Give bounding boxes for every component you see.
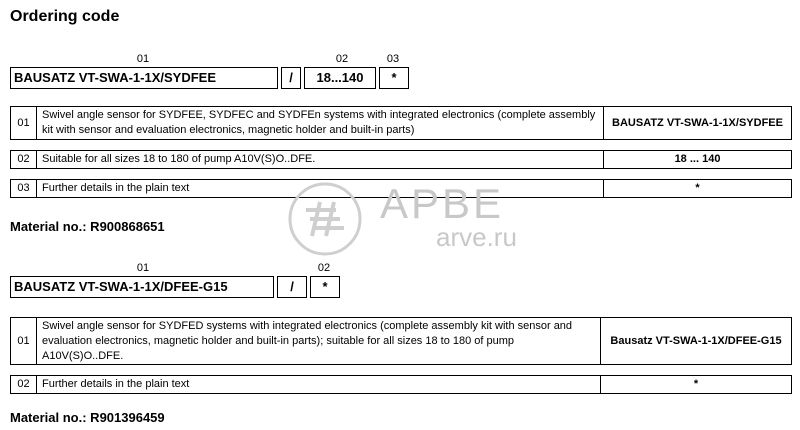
watermark-logo-icon [286,180,364,258]
row-value: * [695,182,700,194]
row-description: Further details in the plain text [37,180,604,197]
column-number-02: 02 [317,262,331,274]
row-value: BAUSATZ VT-SWA-1-1X/SYDFEE [612,116,783,129]
material-number: Material no.: R900868651 [10,219,165,234]
row-number: 02 [11,151,37,168]
watermark-brand: АРВЕ [380,180,505,227]
table-row [10,375,792,394]
row-description: Swivel angle sensor for SYDFEE, SYDFEC and SYDFEn systems with integrated electronics (complete assembly kit with sensor and evaluation electronics, magnetic holder and built-in parts) [37,107,604,139]
code-part-details: * [310,276,340,298]
row-number: 01 [11,107,37,139]
row-description: Further details in the plain text [37,376,601,393]
page-title: Ordering code [10,8,120,25]
material-number: Material no.: R901396459 [10,410,165,425]
code-part-details: * [379,67,409,89]
row-description: Suitable for all sizes 18 to 180 of pump A10V(S)O..DFE. [37,151,604,168]
code-part-type: BAUSATZ VT-SWA-1-1X/SYDFEE [10,67,278,89]
column-number-01: 01 [136,262,150,274]
column-number-01: 01 [136,53,150,65]
row-number: 03 [11,180,37,197]
table-row [10,317,792,365]
row-number: 01 [11,318,37,364]
code-part-separator: / [277,276,307,298]
row-description: Swivel angle sensor for SYDFED systems with integrated electronics (complete assembly kit with sensor and evaluation electronics, magnetic holder and built-in parts); suitable for all sizes 18 to 180 of pump A10V(S)O..DFE. [37,318,601,364]
column-number-03: 03 [386,53,400,65]
column-number-02: 02 [335,53,349,65]
row-value: * [693,378,699,390]
table-row [10,150,792,169]
code-part-type: BAUSATZ VT-SWA-1-1X/DFEE-G15 [10,276,274,298]
watermark-site: arve.ru [436,222,517,252]
table-row [10,106,792,140]
watermark-logo [286,180,364,258]
row-value: 18 ... 140 [674,153,721,165]
row-number: 02 [11,376,37,393]
row-value: Bausatz VT-SWA-1-1X/DFEE-G15 [610,334,782,347]
code-part-size: 18...140 [304,67,376,89]
code-part-separator: / [281,67,301,89]
